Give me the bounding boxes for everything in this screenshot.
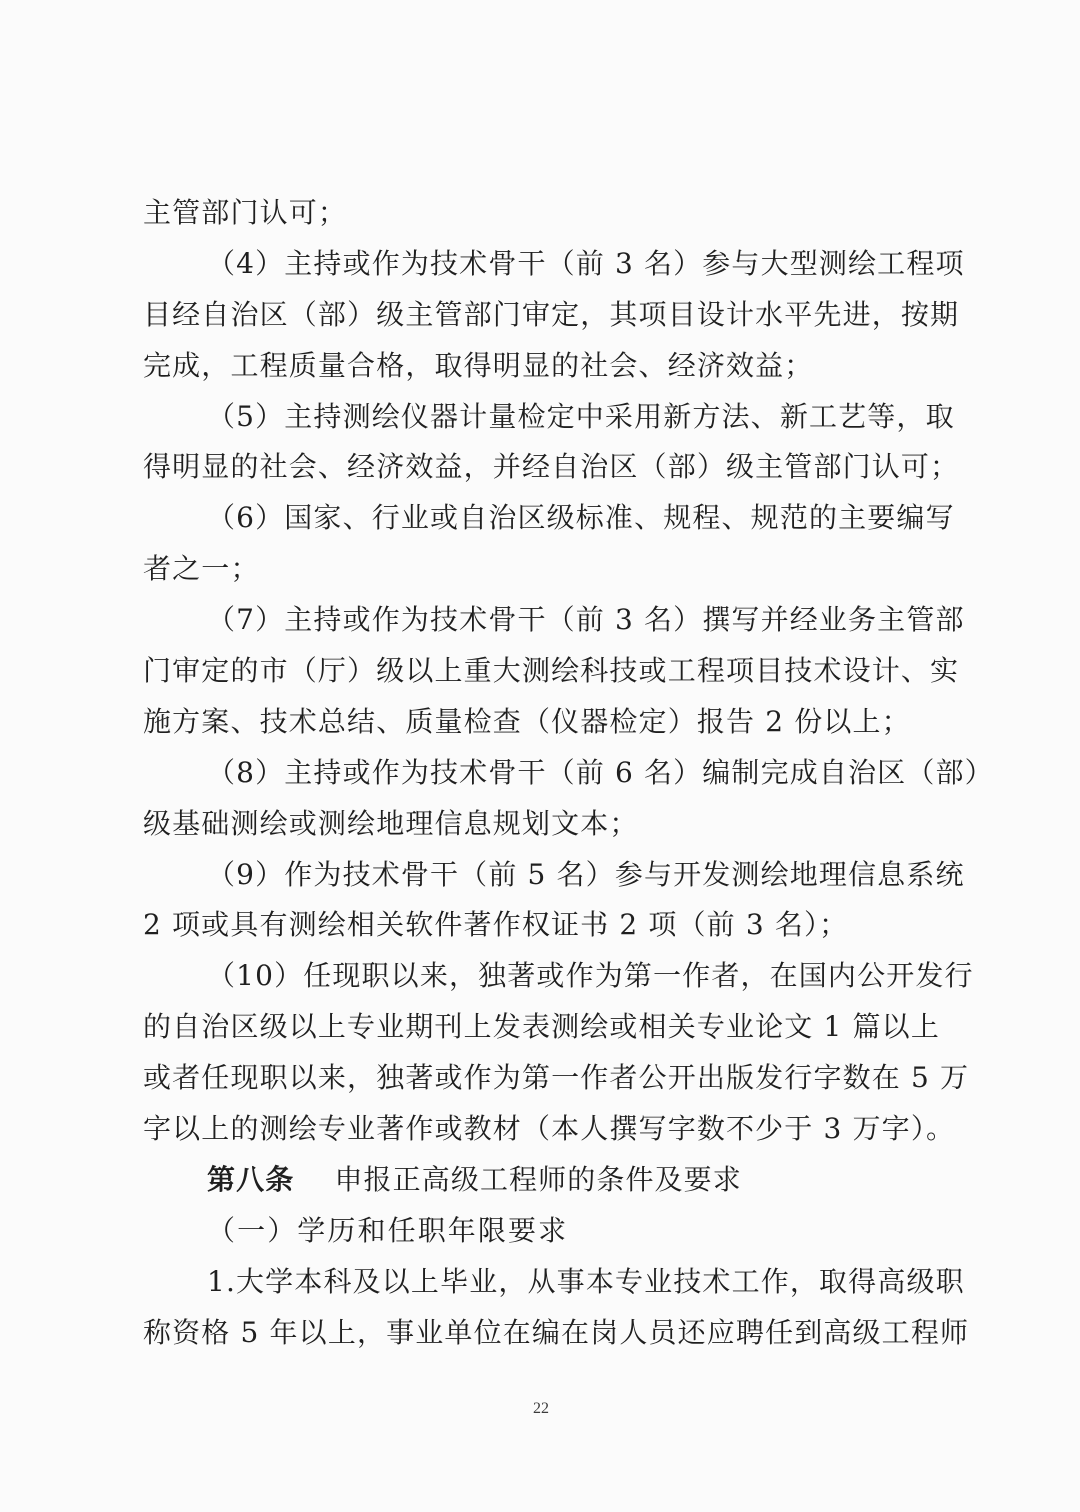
document-body xyxy=(143,188,994,1358)
text-line: 1.大学本科及以上毕业，从事本专业技术工作，取得高级职 xyxy=(207,1264,965,1298)
text-line: 级基础测绘或测绘地理信息规划文本； xyxy=(143,806,639,840)
article-title: 申报正高级工程师的条件及要求 xyxy=(334,1162,742,1196)
text-line: （5）主持测绘仪器计量检定中采用新方法、新工艺等，取 xyxy=(207,399,955,433)
page-number: 22 xyxy=(533,1400,549,1417)
text-line: （4）主持或作为技术骨干（前 3 名）参与大型测绘工程项 xyxy=(207,246,965,280)
text-line: 的自治区级以上专业期刊上发表测绘或相关专业论文 1 篇以上 xyxy=(143,1010,940,1044)
text-line: 称资格 5 年以上，事业单位在编在岗人员还应聘任到高级工程师 xyxy=(143,1315,970,1349)
text-line: 主管部门认可； xyxy=(143,196,348,229)
text-line: 目经自治区（部）级主管部门审定，其项目设计水平先进，按期 xyxy=(143,297,960,331)
text-line: （7）主持或作为技术骨干（前 3 名）撰写并经业务主管部 xyxy=(207,603,965,637)
text-line: 者之一； xyxy=(143,552,260,586)
text-line: （8）主持或作为技术骨干（前 6 名）编制完成自治区（部） xyxy=(207,755,994,789)
text-line: 施方案、技术总结、质量检查（仪器检定）报告 2 份以上； xyxy=(143,704,911,738)
article-label: 第八条 xyxy=(207,1162,295,1196)
text-line: 字以上的测绘专业著作或教材（本人撰写字数不少于 3 万字）。 xyxy=(143,1112,956,1146)
text-line: 2 项或具有测绘相关软件著作权证书 2 项（前 3 名）； xyxy=(143,908,849,942)
text-line: （6）国家、行业或自治区级标准、规程、规范的主要编写 xyxy=(207,501,955,535)
text-line: 或者任现职以来，独著或作为第一作者公开出版发行字数在 5 万 xyxy=(143,1061,970,1095)
text-line: 得明显的社会、经济效益，并经自治区（部）级主管部门认可； xyxy=(143,450,960,484)
text-line: 门审定的市（厅）级以上重大测绘科技或工程项目技术设计、实 xyxy=(143,654,960,688)
text-line: 完成，工程质量合格，取得明显的社会、经济效益； xyxy=(143,348,814,382)
article-heading xyxy=(143,1155,943,1206)
text-line: （10）任现职以来，独著或作为第一作者，在国内公开发行 xyxy=(207,959,974,993)
section-subheading: （一）学历和任职年限要求 xyxy=(207,1213,569,1247)
text-line: （9）作为技术骨干（前 5 名）参与开发测绘地理信息系统 xyxy=(207,857,965,891)
